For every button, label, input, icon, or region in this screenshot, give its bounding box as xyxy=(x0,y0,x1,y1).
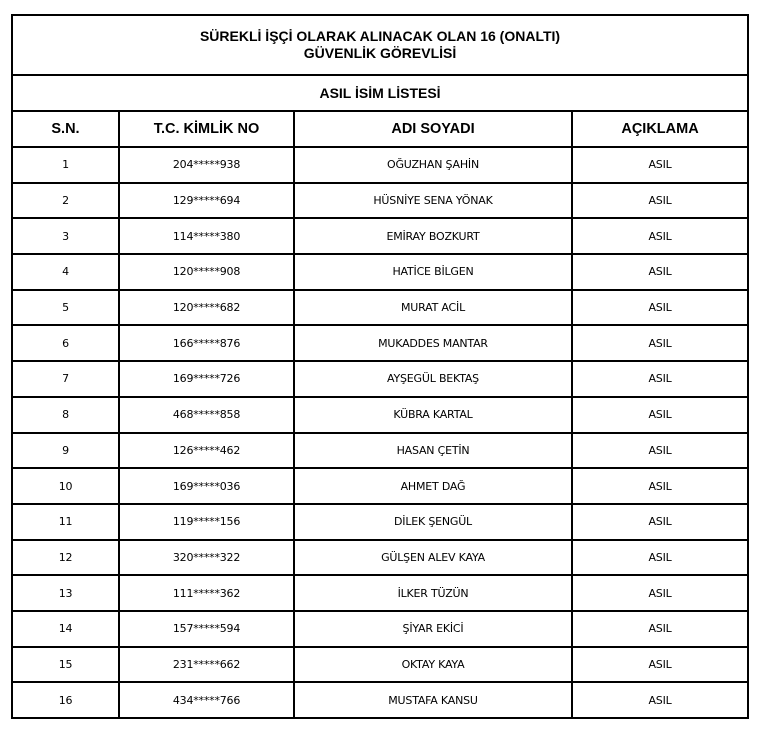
cell-sn: 4 xyxy=(12,254,119,290)
cell-name: ŞİYAR EKİCİ xyxy=(294,611,572,647)
cell-name: KÜBRA KARTAL xyxy=(294,397,572,433)
table-row xyxy=(12,397,748,433)
cell-sn: 7 xyxy=(12,361,119,397)
column-header-sn: S.N. xyxy=(12,111,119,147)
cell-name: DİLEK ŞENGÜL xyxy=(294,504,572,540)
table-row xyxy=(12,647,748,683)
candidate-list-table xyxy=(11,14,749,719)
cell-name: HASAN ÇETİN xyxy=(294,433,572,469)
cell-description: ASIL xyxy=(572,218,748,254)
cell-description: ASIL xyxy=(572,575,748,611)
table-row xyxy=(12,611,748,647)
cell-tc-no: 114*****380 xyxy=(119,218,294,254)
cell-sn: 5 xyxy=(12,290,119,326)
cell-sn: 16 xyxy=(12,682,119,718)
cell-tc-no: 120*****682 xyxy=(119,290,294,326)
cell-description: ASIL xyxy=(572,325,748,361)
cell-tc-no: 434*****766 xyxy=(119,682,294,718)
cell-sn: 3 xyxy=(12,218,119,254)
cell-description: ASIL xyxy=(572,647,748,683)
column-header-description: AÇIKLAMA xyxy=(572,111,748,147)
cell-name: İLKER TÜZÜN xyxy=(294,575,572,611)
cell-description: ASIL xyxy=(572,433,748,469)
table-row xyxy=(12,682,748,718)
table-row xyxy=(12,540,748,576)
cell-description: ASIL xyxy=(572,682,748,718)
table-row xyxy=(12,254,748,290)
cell-tc-no: 119*****156 xyxy=(119,504,294,540)
cell-sn: 14 xyxy=(12,611,119,647)
cell-description: ASIL xyxy=(572,611,748,647)
cell-name: GÜLŞEN ALEV KAYA xyxy=(294,540,572,576)
cell-name: AHMET DAĞ xyxy=(294,468,572,504)
cell-sn: 12 xyxy=(12,540,119,576)
table-row xyxy=(12,290,748,326)
cell-description: ASIL xyxy=(572,290,748,326)
cell-sn: 2 xyxy=(12,183,119,219)
cell-name: HÜSNİYE SENA YÖNAK xyxy=(294,183,572,219)
table-row xyxy=(12,147,748,183)
cell-sn: 1 xyxy=(12,147,119,183)
cell-sn: 15 xyxy=(12,647,119,683)
cell-name: EMİRAY BOZKURT xyxy=(294,218,572,254)
cell-name: MURAT ACİL xyxy=(294,290,572,326)
list-subtitle: ASIL İSİM LİSTESİ xyxy=(12,75,748,111)
table-row xyxy=(12,325,748,361)
cell-name: MUKADDES MANTAR xyxy=(294,325,572,361)
table-row xyxy=(12,468,748,504)
cell-tc-no: 157*****594 xyxy=(119,611,294,647)
table-row xyxy=(12,575,748,611)
cell-name: AYŞEGÜL BEKTAŞ xyxy=(294,361,572,397)
cell-name: OKTAY KAYA xyxy=(294,647,572,683)
cell-sn: 6 xyxy=(12,325,119,361)
table-row xyxy=(12,183,748,219)
table-row xyxy=(12,361,748,397)
cell-description: ASIL xyxy=(572,540,748,576)
cell-tc-no: 169*****726 xyxy=(119,361,294,397)
title-line-2: GÜVENLİK GÖREVLİSİ xyxy=(303,45,457,61)
table-row xyxy=(12,433,748,469)
cell-description: ASIL xyxy=(572,254,748,290)
cell-tc-no: 231*****662 xyxy=(119,647,294,683)
cell-name: MUSTAFA KANSU xyxy=(294,682,572,718)
column-header-tc-no: T.C. KİMLİK NO xyxy=(119,111,294,147)
cell-tc-no: 166*****876 xyxy=(119,325,294,361)
cell-tc-no: 320*****322 xyxy=(119,540,294,576)
title-line-1: SÜREKLİ İŞÇİ OLARAK ALINACAK OLAN 16 (ONALTI) xyxy=(199,28,561,44)
cell-tc-no: 111*****362 xyxy=(119,575,294,611)
cell-description: ASIL xyxy=(572,504,748,540)
table-row xyxy=(12,504,748,540)
cell-tc-no: 126*****462 xyxy=(119,433,294,469)
cell-sn: 8 xyxy=(12,397,119,433)
cell-description: ASIL xyxy=(572,147,748,183)
cell-sn: 9 xyxy=(12,433,119,469)
cell-name: HATİCE BİLGEN xyxy=(294,254,572,290)
table-header-row xyxy=(12,111,748,147)
cell-sn: 11 xyxy=(12,504,119,540)
document-title xyxy=(12,15,748,75)
cell-description: ASIL xyxy=(572,361,748,397)
cell-name: OĞUZHAN ŞAHİN xyxy=(294,147,572,183)
cell-sn: 13 xyxy=(12,575,119,611)
cell-tc-no: 120*****908 xyxy=(119,254,294,290)
column-header-name: ADI SOYADI xyxy=(294,111,572,147)
cell-description: ASIL xyxy=(572,468,748,504)
cell-tc-no: 129*****694 xyxy=(119,183,294,219)
cell-description: ASIL xyxy=(572,183,748,219)
table-row xyxy=(12,218,748,254)
cell-tc-no: 468*****858 xyxy=(119,397,294,433)
cell-tc-no: 169*****036 xyxy=(119,468,294,504)
cell-tc-no: 204*****938 xyxy=(119,147,294,183)
cell-description: ASIL xyxy=(572,397,748,433)
cell-sn: 10 xyxy=(12,468,119,504)
